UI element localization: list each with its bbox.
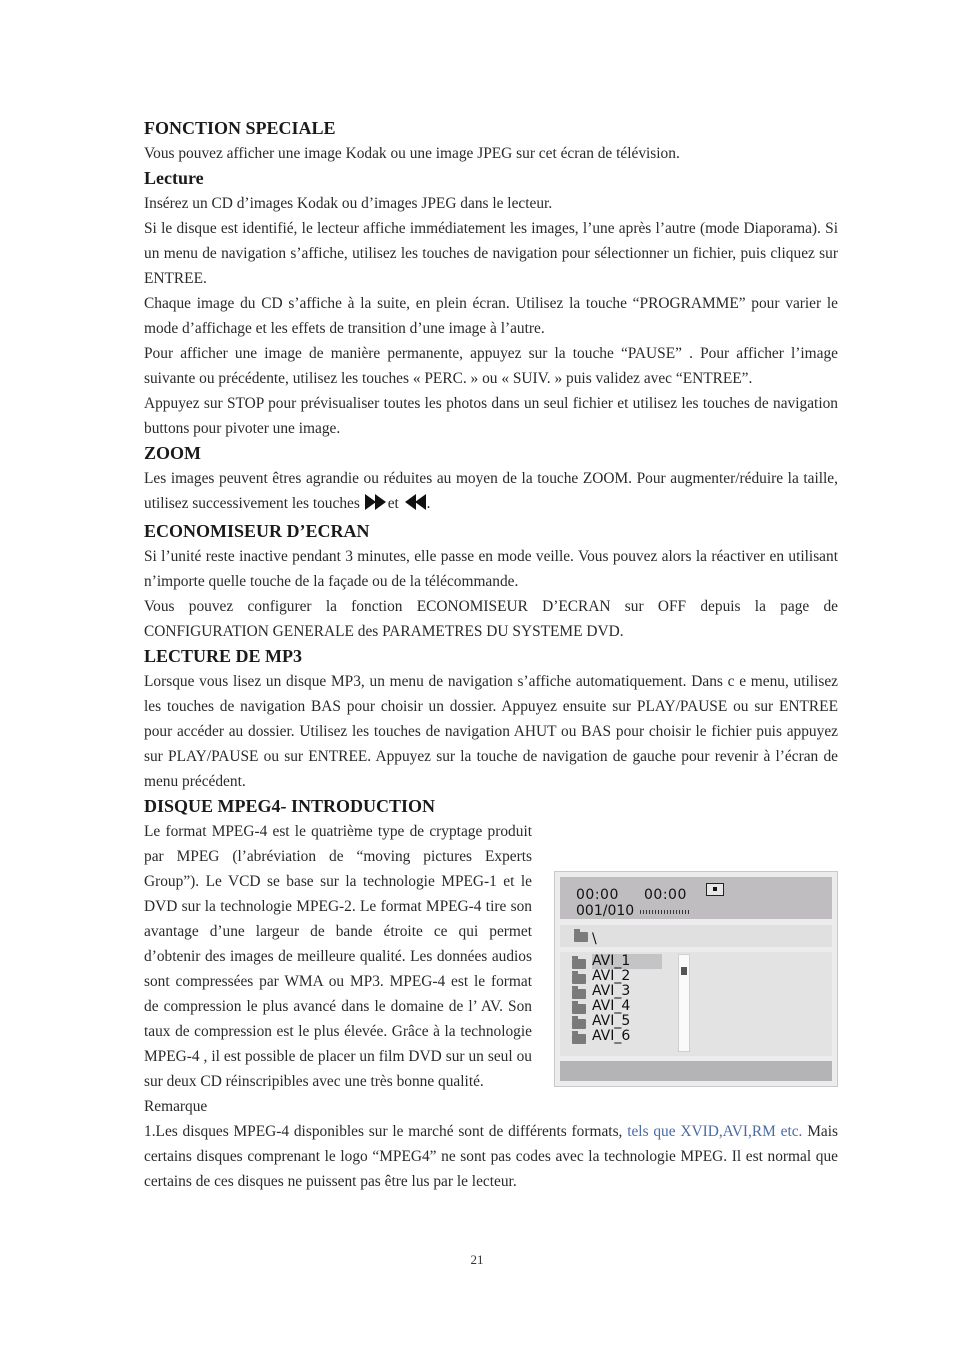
status-bar	[560, 877, 832, 919]
file-list	[560, 952, 832, 1056]
paragraph: Appuyez sur STOP pour prévisualiser toutes les photos dans un seul fichier et utilisez les touches de navigation buttons pour pivoter une image.	[144, 395, 838, 437]
folder-icon	[572, 959, 586, 969]
paragraph: Si le disque est identifié, le lecteur affiche immédiatement les images, l’une après l’autre (mode Diaporama). Si un menu de navigation s’affiche, utilisez les touches de navigation pour sélectionner un fichier, puis cliquez sur ENTREE.	[144, 220, 838, 287]
total-time: 00:00	[644, 887, 687, 903]
file-browser-screenshot	[554, 871, 838, 1087]
page-content	[144, 114, 838, 1194]
paragraph-mpeg4	[144, 819, 838, 1094]
scrollbar-thumb[interactable]	[681, 967, 687, 975]
heading-lecture-mp3: LECTURE DE MP3	[144, 646, 303, 666]
folder-icon	[572, 1034, 586, 1044]
folder-icon	[572, 974, 586, 984]
remark-text: 1.Les disques MPEG-4 disponibles sur le marché sont de différents formats,	[144, 1123, 628, 1140]
paragraph: Pour afficher une image de manière permanente, appuyez sur la touche “PAUSE” . Pour afficher l’image suivante ou précédente, utilisez les touches « PERC. » ou « SUIV. » puis validez avec “ENTREE”.	[144, 345, 838, 387]
remark-paragraph	[144, 1119, 838, 1194]
heading-fonction-speciale: FONCTION SPECIALE	[144, 118, 336, 138]
folder-icon	[574, 932, 588, 942]
paragraph: Insérez un CD d’images Kodak ou d’images JPEG dans le lecteur.	[144, 195, 553, 212]
zoom-text: Les images peuvent êtres agrandie ou réduites au moyen de la touche ZOOM. Pour augmenter/réduire la taille, utilisez successivement les touches	[144, 470, 838, 512]
mpeg4-intro-text: Le format MPEG-4 est le quatrième type de cryptage produit par MPEG (l’abréviation de “moving pictures Experts Group”). Le VCD se base sur la technologie MPEG-1 et le DVD sur la technologie MPEG-2. Le format MPEG-4 tire son avantage d’une largeur de bande étroite ce qui permet d’obtenir des images de meilleure qualité. Les données audios sont compressées par WMA ou MP3. MPEG-4 est le format de compression le plus avancé dans le domaine de l’ AV. Son taux de compression est le plus élevée. Grâce à la technologie MPEG-4 , il est possible de placer un film DVD sur un seul ou sur deux CD réinscripibles avec une très bonne qualité.	[144, 823, 532, 1090]
fast-forward-icon	[364, 493, 388, 519]
elapsed-time: 00:00	[576, 887, 619, 903]
heading-zoom: ZOOM	[144, 443, 201, 463]
scrollbar[interactable]	[678, 954, 690, 1052]
heading-lecture: Lecture	[144, 168, 204, 188]
paragraph: Si l’unité reste inactive pendant 3 minutes, elle passe en mode veille. Vous pouvez alors la réactiver en utilisant n’importe quelle touche de la façade ou de la télécommande.	[144, 548, 838, 590]
paragraph: Vous pouvez afficher une image Kodak ou une image JPEG sur cet écran de télévision.	[144, 145, 680, 162]
path-bar	[560, 925, 832, 947]
paragraph: Vous pouvez configurer la fonction ECONOMISEUR D’ECRAN sur OFF depuis la page de CONFIGURATION GENERALE des PARAMETRES DU SYSTEME DVD.	[144, 598, 838, 640]
folder-icon	[572, 1004, 586, 1014]
list-item[interactable]: AVI_6	[592, 1028, 631, 1044]
list-item[interactable]: AVI_2	[592, 968, 631, 984]
list-item[interactable]: AVI_1	[592, 954, 662, 969]
heading-mpeg4: DISQUE MPEG4- INTRODUCTION	[144, 796, 436, 816]
rewind-icon	[403, 493, 427, 519]
zoom-text-and: et	[387, 495, 399, 512]
remark-text-end: Mais certains disques comprenant le logo “MPEG4” ne sont pas codes avec la technologie MPEG. Il est normal que certains de ces disques ne puissent pas être lus par le lecteur.	[144, 1123, 838, 1190]
list-item[interactable]: AVI_5	[592, 1013, 631, 1029]
progress-dots	[640, 910, 690, 914]
paragraph: Chaque image du CD s’affiche à la suite, en plein écran. Utilisez la touche “PROGRAMME” pour varier le mode d’affichage et les effets de transition d’une image à l’autre.	[144, 295, 838, 337]
list-item[interactable]: AVI_3	[592, 983, 631, 999]
remark-label: Remarque	[144, 1098, 208, 1115]
list-item[interactable]: AVI_4	[592, 998, 631, 1014]
zoom-text-end: .	[426, 495, 431, 512]
paragraph: Lorsque vous lisez un disque MP3, un menu de navigation s’affiche automatiquement. Dans c e menu, utilisez les touches de navigation BAS pour choisir un dossier. Appuyez ensuite sur PLAY/PAUSE ou sur ENTREE pour accéder au dossier. Utilisez les touches de navigation AHUT ou BAS pour choisir le fichier puis appuyez sur PLAY/PAUSE ou sur ENTREE. Appuyez sur la touche de navigation de gauche pour revenir à l’écran de menu précédent.	[144, 673, 838, 790]
footer-bar	[560, 1061, 832, 1081]
path-label: \	[592, 931, 597, 947]
folder-icon	[572, 1019, 586, 1029]
file-counter: 001/010	[576, 903, 635, 919]
folder-icon	[572, 989, 586, 999]
paragraph-zoom	[144, 466, 838, 519]
remark-highlight: tels que XVID,AVI,RM etc.	[627, 1123, 803, 1140]
heading-economiseur: ECONOMISEUR D’ECRAN	[144, 521, 370, 541]
page-number: 21	[470, 1252, 484, 1267]
stop-icon	[706, 883, 724, 896]
mpeg4-block	[144, 819, 838, 1194]
